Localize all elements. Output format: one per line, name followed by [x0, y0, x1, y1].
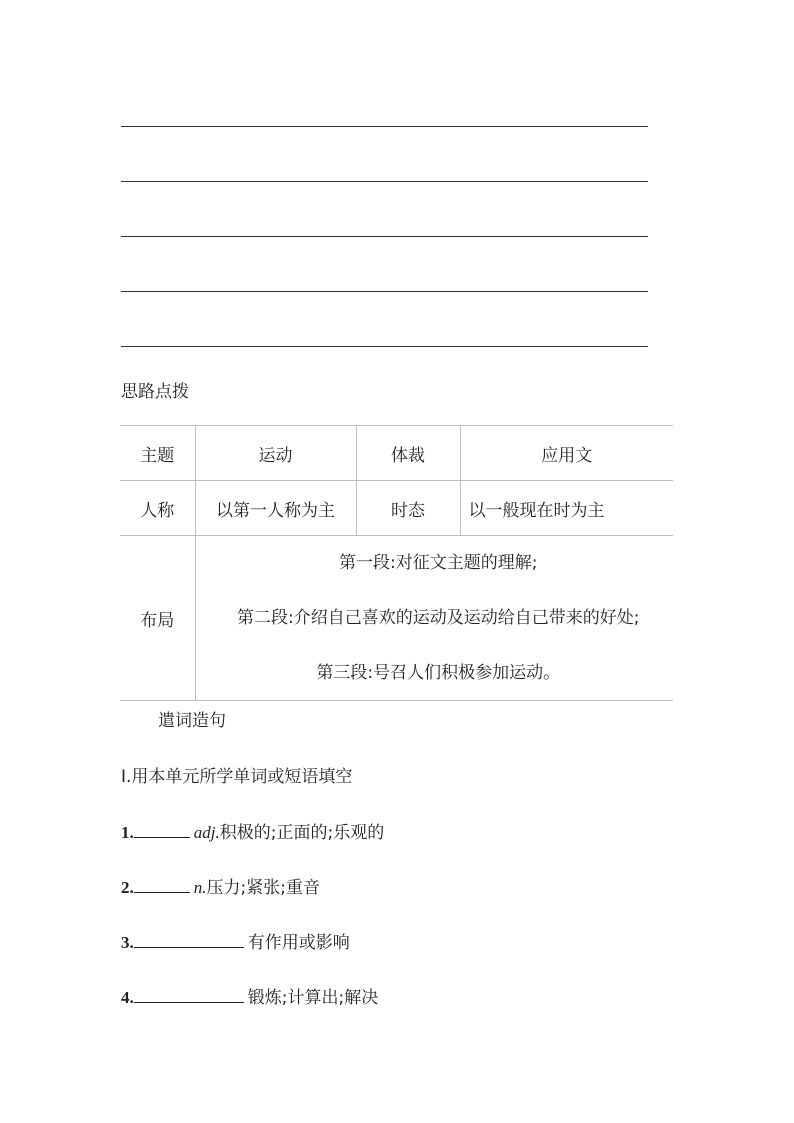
writing-line [121, 236, 648, 237]
part-of-speech: n. [193, 878, 207, 897]
table-row [120, 426, 673, 481]
answer-blank[interactable] [134, 877, 190, 893]
layout-line: 第二段:介绍自己喜欢的运动及运动给自己带来的好处; [237, 608, 640, 628]
layout-line: 第三段:号召人们积极参加运动。 [316, 663, 561, 683]
item-number: 2. [121, 878, 134, 897]
list-item [121, 822, 384, 843]
list-item [121, 877, 320, 898]
exercise-title: Ⅰ.用本单元所学单词或短语填空 [121, 767, 353, 787]
table-cell: 体裁 [356, 426, 460, 481]
layout-line: 第一段:对征文主题的理解; [339, 553, 538, 573]
table-cell: 人称 [120, 481, 195, 536]
table-cell: 运动 [195, 426, 356, 481]
answer-blank[interactable] [134, 987, 244, 1003]
subheading: 遣词造句 [158, 711, 226, 731]
table-cell: 时态 [356, 481, 460, 536]
table-cell: 以一般现在时为主 [460, 481, 673, 536]
table-cell: 布局 [120, 536, 195, 701]
item-number: 1. [121, 823, 134, 842]
writing-line [121, 126, 648, 127]
writing-line [121, 181, 648, 182]
item-meaning: 压力;紧张;重音 [206, 878, 320, 898]
table-cell: 应用文 [460, 426, 673, 481]
table-row [120, 536, 673, 701]
writing-guide-table [120, 425, 673, 701]
writing-line [121, 346, 648, 347]
table-row [120, 481, 673, 536]
writing-line [121, 291, 648, 292]
item-number: 4. [121, 988, 134, 1007]
part-of-speech: adj. [193, 823, 220, 842]
answer-blank[interactable] [134, 822, 190, 838]
answer-blank[interactable] [134, 932, 244, 948]
table-cell: 主题 [120, 426, 195, 481]
list-item [121, 987, 378, 1008]
section-title: 思路点拨 [121, 382, 189, 402]
layout-cell [195, 536, 673, 701]
item-meaning: 有作用或影响 [247, 933, 350, 953]
table-cell: 以第一人称为主 [195, 481, 356, 536]
item-meaning: 积极的;正面的;乐观的 [219, 823, 385, 843]
list-item [121, 932, 350, 953]
item-meaning: 锻炼;计算出;解决 [247, 988, 379, 1008]
item-number: 3. [121, 933, 134, 952]
